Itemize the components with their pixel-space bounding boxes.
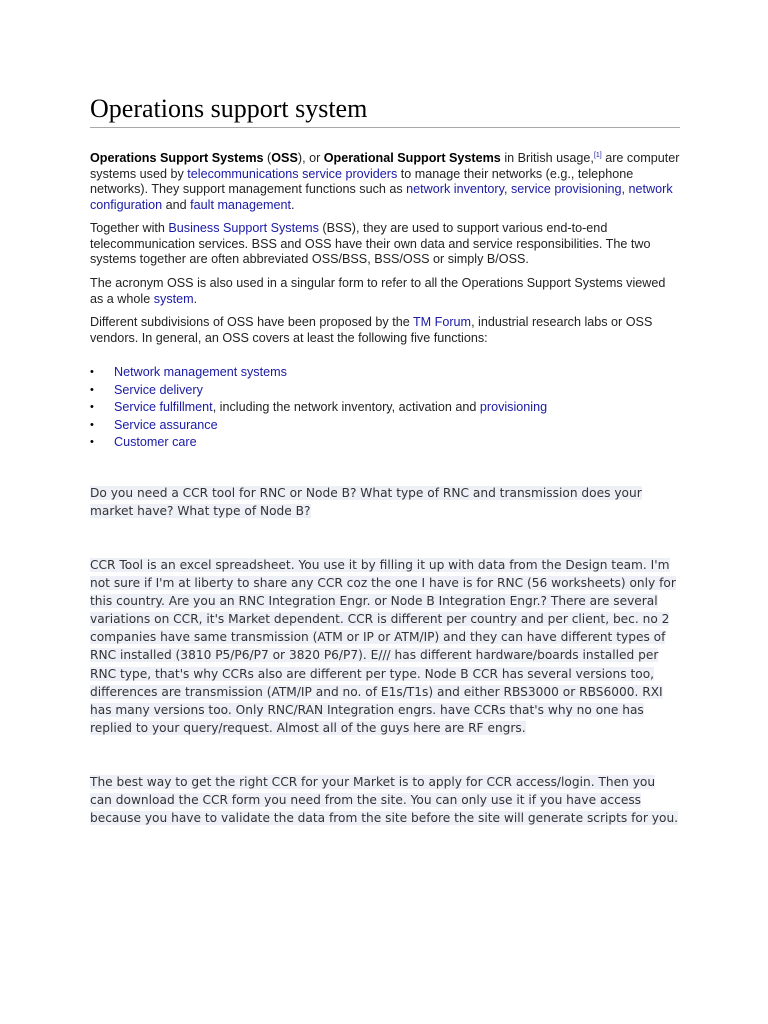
text: are computer systems used by [90, 151, 680, 181]
text: (BSS), they are used to support various end-to-end telecommunication services. BSS and OSS have their own data and service responsibilities. The two systems together are often abbreviated OSS/BSS, BSS/OSS or simply B/OSS. [90, 221, 651, 266]
text: to manage their networks (e.g., telephone networks). They support management functions such as [90, 166, 634, 196]
text: Different subdivisions of OSS have been proposed by the [90, 315, 413, 329]
bullet-icon: • [90, 383, 94, 396]
forum-reply [90, 773, 680, 827]
page-title: Operations support system [90, 93, 680, 128]
text: ( [263, 151, 272, 165]
text: The acronym OSS is also used in a singular form to refer to all the Operations Support Systems viewed as a whole [90, 276, 666, 306]
bullet-icon: • [90, 418, 94, 431]
link-service-delivery[interactable]: Service delivery [114, 382, 203, 397]
bold-term: Operational Support Systems [323, 151, 501, 165]
link-system[interactable]: system [153, 291, 194, 306]
forum-question [90, 484, 680, 520]
bullet-icon: • [90, 401, 94, 414]
text: , including the network inventory, activation and [212, 400, 480, 415]
text: , [503, 182, 511, 196]
text: , industrial research labs or OSS vendors. In general, an OSS covers at least the following five functions: [90, 315, 653, 345]
link-tm-forum[interactable]: TM Forum [412, 315, 472, 329]
link-customer-care[interactable]: Customer care [114, 435, 197, 450]
acronym-paragraph [90, 276, 680, 307]
list-item [90, 417, 547, 435]
link-business-support-systems[interactable]: Business Support Systems [168, 221, 319, 235]
link-service-provisioning[interactable]: service provisioning [510, 182, 622, 196]
list-item [90, 399, 547, 417]
text: ), or [297, 151, 324, 165]
intro-paragraph [90, 151, 680, 213]
link-network-configuration[interactable]: network configuration [90, 182, 673, 212]
subdivisions-paragraph [90, 315, 680, 346]
text: , [621, 182, 629, 196]
bold-term: OSS [271, 151, 298, 165]
functions-list [90, 364, 547, 452]
link-network-inventory[interactable]: network inventory [406, 182, 504, 196]
bullet-icon: • [90, 436, 94, 449]
link-provisioning[interactable]: provisioning [479, 400, 548, 415]
forum-reply [90, 556, 680, 737]
link-telecommunications-service-providers[interactable]: telecommunications service providers [187, 166, 398, 181]
link-fault-management[interactable]: fault management [190, 197, 291, 212]
link-service-fulfillment[interactable]: Service fulfillment [114, 400, 213, 415]
list-item [90, 434, 547, 452]
link-network-management-systems[interactable]: Network management systems [114, 365, 287, 379]
bullet-icon: • [90, 366, 94, 378]
forum-text: Do you need a CCR tool for RNC or Node B? What type of RNC and transmission does your market have? What type of Node B? [90, 486, 642, 519]
forum-text: CCR Tool is an excel spreadsheet. You use it by filling it up with data from the Design team. I'm not sure if I'm at liberty to share any CCR coz the one I have is for RNC (56 worksheets) only for this country. Are you an RNC Integration Engr. or Node B Integration Engr.? There are several variations on CCR, it's Market dependent. CCR is different per country and per client, bec. no 2 companies have same transmission (ATM or IP or ATM/IP) and they can have different types of RNC installed (3810 P5/P6/P7 or 3820 P6/P7). E/// has different hardware/boards installed per RNC type, that's why CCRs also are different per type. Node B CCR has several versions too, differences are transmission (ATM/IP and no. of E1s/T1s) and either RBS3000 or RBS6000. RXI has many versions too. Only RNC/RAN Integration engrs. have CCRs that's why no one has replied to your query/request. Almost all of the guys here are RF engrs. [90, 558, 676, 735]
text: in British usage, [500, 151, 594, 165]
bold-term: Operations Support Systems [90, 151, 264, 165]
text: Together with [90, 221, 169, 235]
list-item [90, 382, 547, 400]
bss-paragraph [90, 221, 680, 268]
text: . [193, 291, 198, 306]
text: . [290, 197, 295, 212]
citation-link[interactable]: [1] [593, 152, 602, 159]
forum-text: The best way to get the right CCR for your Market is to apply for CCR access/login. Then you can download the CCR form you need from the site. You can only use it if you have access because you have to validate the data from the site before the site will generate scripts for you. [90, 775, 679, 826]
list-item [90, 364, 547, 382]
text: and [162, 197, 191, 212]
link-service-assurance[interactable]: Service assurance [114, 417, 218, 432]
